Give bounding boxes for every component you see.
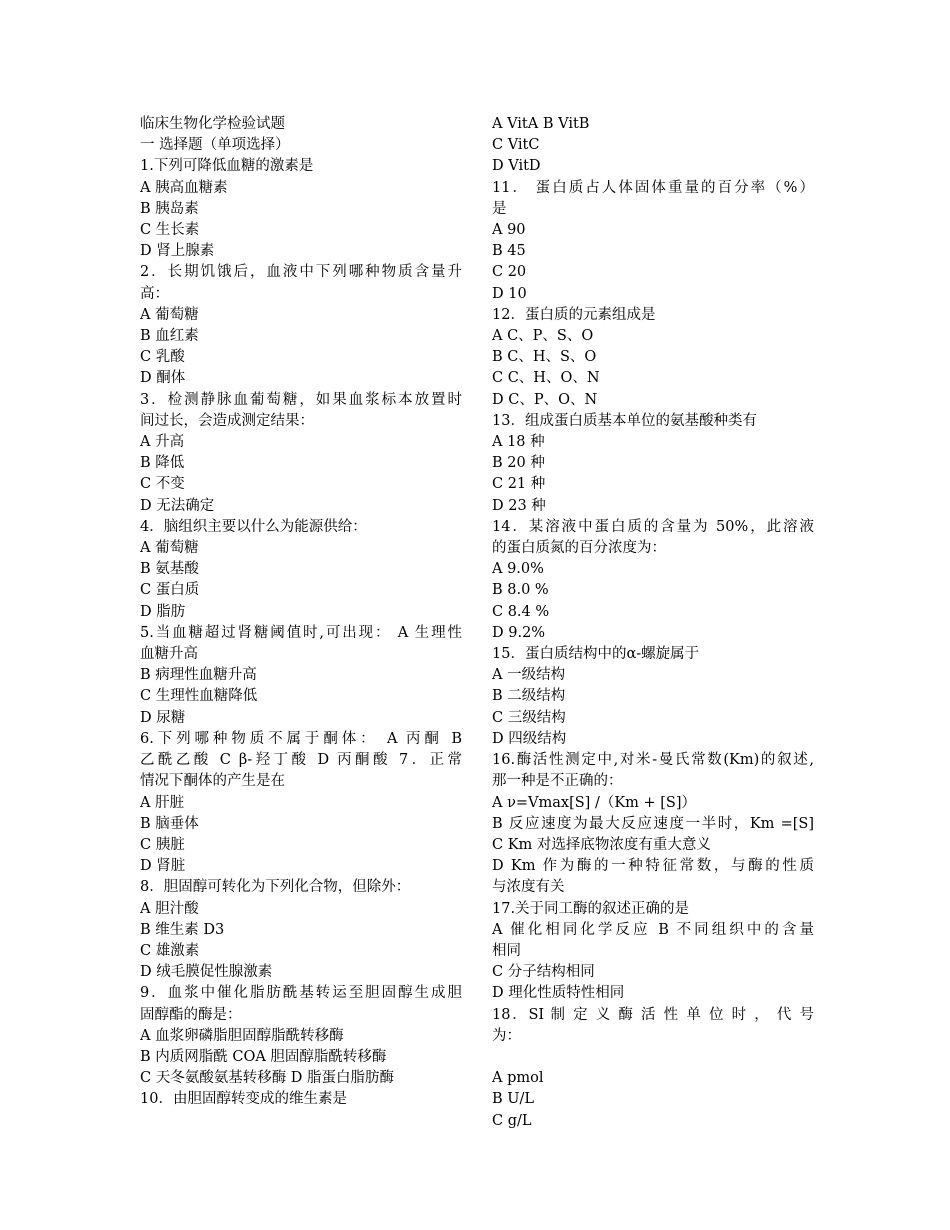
text-line: C 不变 bbox=[140, 476, 185, 493]
text-line: C 三级结构 bbox=[492, 709, 566, 726]
text-line: A 胆汁酸 bbox=[140, 900, 199, 917]
text-line: C 乳酸 bbox=[140, 349, 185, 366]
text-line: 临床生物化学检验试题 bbox=[140, 116, 285, 132]
text-line: 为： bbox=[492, 1027, 521, 1044]
text-line: D VitD bbox=[492, 158, 541, 175]
text-line bbox=[492, 1047, 814, 1068]
text-line: 18．SI 制 定 义 酶 活 性 单 位 时 ， 代 号 bbox=[492, 1006, 814, 1023]
text-line: D C、P、O、N bbox=[492, 391, 598, 408]
text-line: 4．脑组织主要以什么为能源供给： bbox=[140, 518, 367, 535]
text-line: C 天冬氨酸氨基转移酶 D 脂蛋白脂肪酶 bbox=[140, 1070, 395, 1087]
text-line: C 8.4 % bbox=[492, 603, 550, 620]
right-column bbox=[492, 114, 814, 1132]
text-line: 1.下列可降低血糖的激素是 bbox=[140, 158, 314, 175]
text-line: D 绒毛膜促性腺激素 bbox=[140, 964, 273, 981]
text-line: A 葡萄糖 bbox=[140, 540, 199, 557]
text-line: A 9.0% bbox=[492, 561, 544, 578]
text-line: B 病理性血糖升高 bbox=[140, 667, 257, 684]
text-line: 与浓度有关 bbox=[492, 879, 565, 896]
text-line: 9．血浆中催化脂肪酰基转运至胆固醇生成胆 bbox=[140, 985, 462, 1002]
text-line: B 降低 bbox=[140, 455, 185, 472]
text-line: A 肝脏 bbox=[140, 794, 185, 811]
text-line: 相同 bbox=[492, 942, 521, 959]
text-line: C C、H、O、N bbox=[492, 370, 600, 387]
text-line: 固醇酯的酶是： bbox=[140, 1006, 242, 1023]
left-column bbox=[140, 114, 462, 1111]
text-line: A 血浆卵磷脂胆固醇脂酰转移酶 bbox=[140, 1027, 344, 1044]
text-line: 一 选择题（单项选择） bbox=[140, 137, 290, 154]
text-line: C 生理性血糖降低 bbox=[140, 688, 258, 705]
text-line: A ν=Vmax[S] /（Km + [S]） bbox=[492, 794, 697, 811]
text-line: 那一种是不正确的： bbox=[492, 773, 623, 790]
text-line: D 肾脏 bbox=[140, 858, 186, 875]
text-line: A 胰高血糖素 bbox=[140, 179, 228, 196]
text-line: D Km 作为酶的一种特征常数，与酶的性质 bbox=[492, 858, 814, 875]
text-line: C 蛋白质 bbox=[140, 582, 200, 599]
text-line: 10．由胆固醇转变成的维生素是 bbox=[140, 1091, 347, 1108]
text-line: 乙酰乙酸 C β-羟丁酸 D 丙酮酸 7．正常 bbox=[140, 752, 462, 769]
text-line: B 维生素 D3 bbox=[140, 921, 225, 938]
text-line: D 四级结构 bbox=[492, 730, 567, 747]
text-line: 13．组成蛋白质基本单位的氨基酸种类有 bbox=[492, 412, 757, 429]
text-line: D 酮体 bbox=[140, 370, 186, 387]
text-line: C 分子结构相同 bbox=[492, 964, 595, 981]
text-line: A 催化相同化学反应 B 不同组织中的含量 bbox=[492, 921, 814, 938]
text-line: D 肾上腺素 bbox=[140, 243, 215, 260]
text-line: B C、H、S、O bbox=[492, 349, 597, 366]
text-line: B 20 种 bbox=[492, 455, 545, 472]
text-line: 情况下酮体的产生是在 bbox=[140, 773, 285, 790]
text-line: A VitA B VitB bbox=[492, 116, 590, 132]
text-line: A 18 种 bbox=[492, 434, 545, 451]
text-line: B 反应速度为最大反应速度一半时，Km =[S] bbox=[492, 815, 814, 832]
text-line: 16.酶活性测定中,对米-曼氏常数(Km)的叙述, bbox=[492, 752, 814, 769]
text-line: 11． 蛋白质占人体固体重量的百分率（%） bbox=[492, 179, 814, 196]
text-line: 12．蛋白质的元素组成是 bbox=[492, 306, 656, 323]
text-line: C 21 种 bbox=[492, 476, 546, 493]
text-line: C g/L bbox=[492, 1112, 532, 1129]
text-line: C Km 对选择底物浓度有重大意义 bbox=[492, 836, 711, 853]
text-line: B 氨基酸 bbox=[140, 561, 199, 578]
text-line: A 葡萄糖 bbox=[140, 306, 199, 323]
text-line: A C、P、S、O bbox=[492, 328, 594, 345]
text-line: 血糖升高 bbox=[140, 646, 198, 663]
text-line: B 45 bbox=[492, 243, 526, 260]
text-line: A 一级结构 bbox=[492, 667, 566, 684]
text-line: A 90 bbox=[492, 222, 526, 239]
text-line: B 胰岛素 bbox=[140, 200, 199, 217]
text-line: D 理化性质特性相同 bbox=[492, 985, 625, 1002]
text-line: D 尿糖 bbox=[140, 709, 186, 726]
text-line: 15．蛋白质结构中的α-螺旋属于 bbox=[492, 646, 700, 663]
text-line: B 脑垂体 bbox=[140, 815, 199, 832]
text-line: B 二级结构 bbox=[492, 688, 566, 705]
text-line: B 血红素 bbox=[140, 328, 199, 345]
text-line: A pmol bbox=[492, 1070, 544, 1087]
text-line: 间过长，会造成测定结果： bbox=[140, 412, 314, 429]
text-line: D 9.2% bbox=[492, 624, 546, 641]
text-line: D 10 bbox=[492, 285, 527, 302]
text-line: A 升高 bbox=[140, 434, 185, 451]
text-line: 17.关于同工酶的叙述正确的是 bbox=[492, 900, 690, 917]
text-line: 8．胆固醇可转化为下列化合物，但除外： bbox=[140, 879, 411, 896]
text-line: 高： bbox=[140, 285, 169, 302]
text-line: 3．检测静脉血葡萄糖，如果血浆标本放置时 bbox=[140, 391, 462, 408]
text-line: 14．某溶液中蛋白质的含量为 50%，此溶液 bbox=[492, 518, 814, 535]
text-line: B 内质网脂酰 COA 胆固醇脂酰转移酶 bbox=[140, 1048, 387, 1065]
text-line: B U/L bbox=[492, 1091, 534, 1108]
text-line: D 23 种 bbox=[492, 497, 546, 514]
text-line: D 无法确定 bbox=[140, 497, 215, 514]
text-line: 是 bbox=[492, 200, 507, 217]
text-line: D 脂肪 bbox=[140, 603, 186, 620]
text-line: 2．长期饥饿后，血液中下列哪种物质含量升 bbox=[140, 264, 462, 281]
text-line: 6.下列哪种物质不属于酮体： A 丙酮 B bbox=[140, 730, 462, 747]
text-line: 的蛋白质氮的百分浓度为： bbox=[492, 540, 666, 557]
text-line: C 生长素 bbox=[140, 222, 200, 239]
text-line: B 8.0 % bbox=[492, 582, 549, 599]
text-line: C 20 bbox=[492, 264, 527, 281]
text-line: C VitC bbox=[492, 137, 540, 154]
text-line: 5.当血糖超过肾糖阈值时,可出现： A 生理性 bbox=[140, 624, 462, 641]
text-line: C 雄激素 bbox=[140, 942, 200, 959]
text-line: C 胰脏 bbox=[140, 836, 185, 853]
